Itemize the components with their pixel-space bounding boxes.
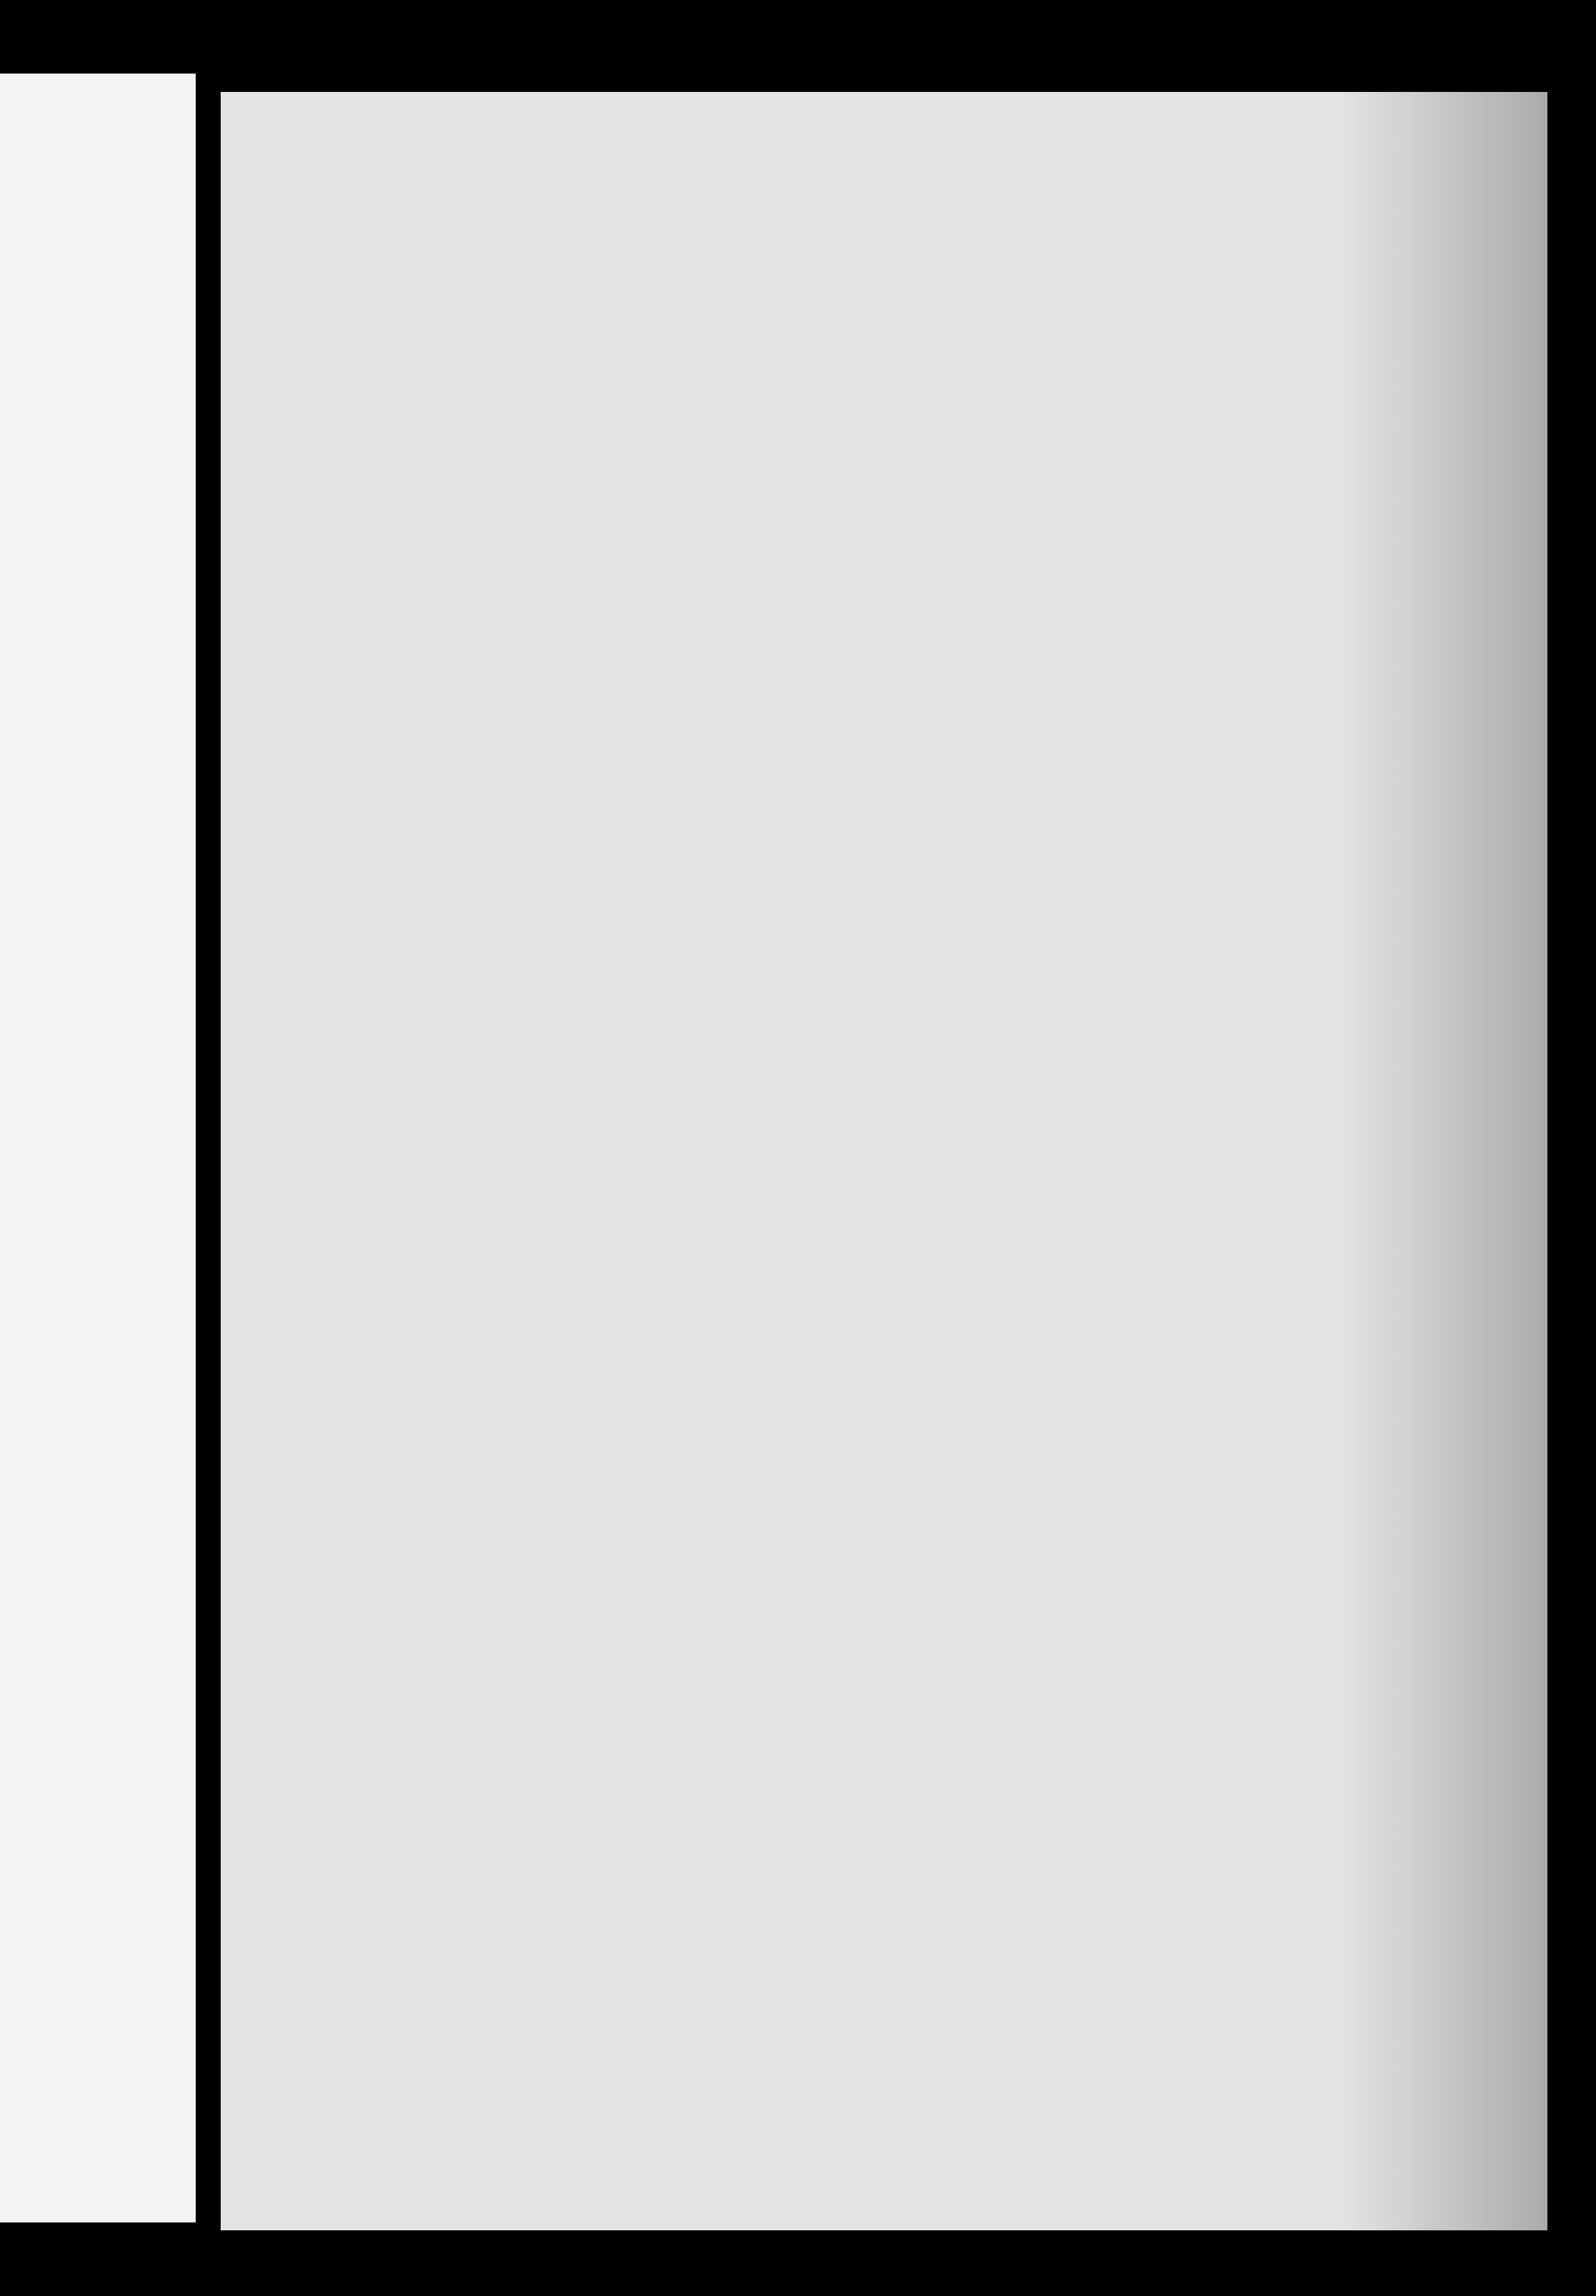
- left-page-fragment: [0, 74, 196, 2222]
- right-page: [221, 92, 1547, 2230]
